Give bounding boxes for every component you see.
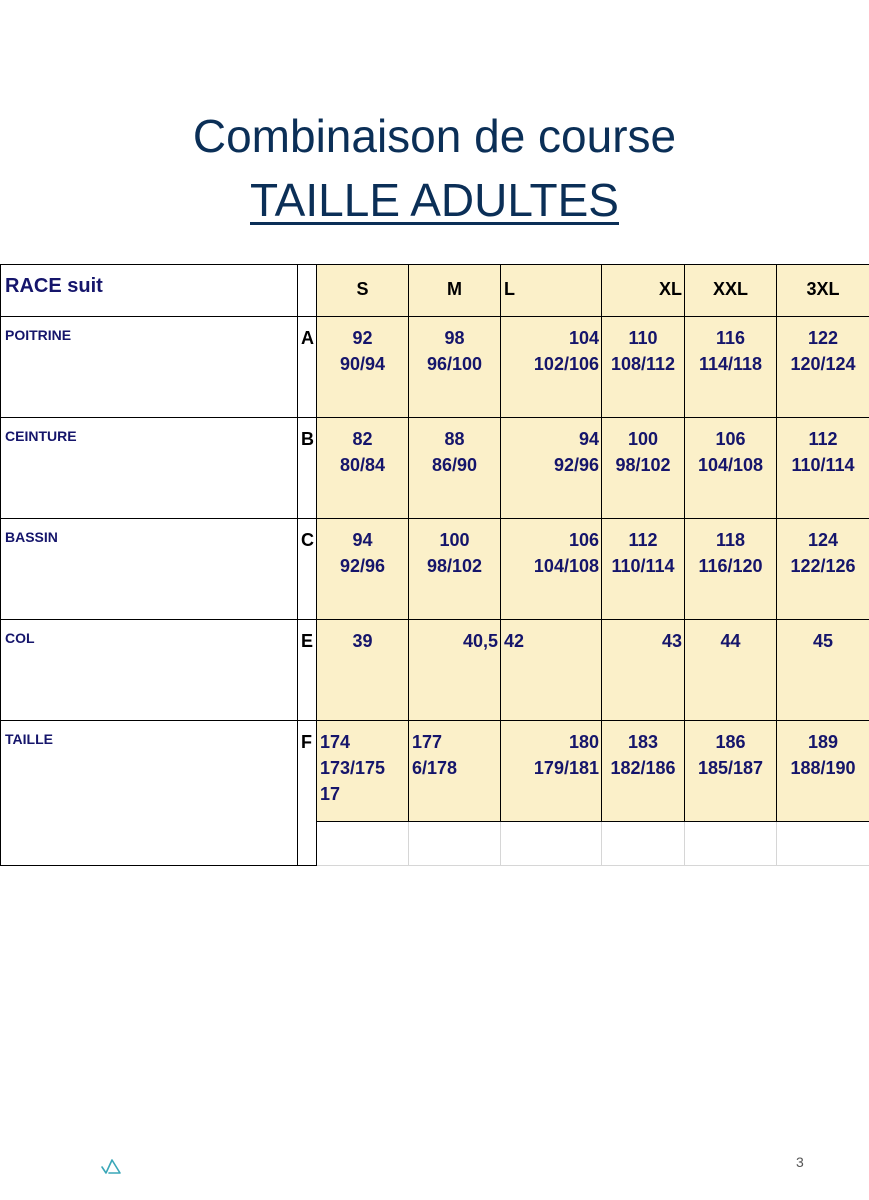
measure-letter: B <box>301 429 314 449</box>
size-value: 116 <box>715 328 746 348</box>
size-value: 98 <box>444 328 465 348</box>
row-label: COL <box>5 630 35 646</box>
size-value: 183 <box>627 732 659 752</box>
size-value-cell <box>685 317 776 377</box>
size-value-cell <box>501 317 601 377</box>
size-value: 42 <box>504 631 525 651</box>
size-value: 82 <box>352 429 373 449</box>
size-value: 188/190 <box>790 758 856 778</box>
size-value: 112 <box>808 429 838 449</box>
size-value: 92/96 <box>553 455 599 475</box>
measure-letter: E <box>301 631 314 651</box>
size-value-cell <box>777 620 869 654</box>
size-value: 80/84 <box>339 455 386 475</box>
size-value-cell <box>317 620 408 654</box>
size-value: 90/94 <box>339 354 386 374</box>
size-value: 114/118 <box>698 354 763 374</box>
size-value-cell <box>602 317 684 377</box>
size-value-cell <box>501 721 601 781</box>
size-value-cell <box>602 418 684 478</box>
size-value: 100 <box>439 530 470 550</box>
size-chart-table <box>0 264 869 866</box>
size-value: 6/178 <box>412 758 458 778</box>
size-value: 86/90 <box>431 455 478 475</box>
header-label: RACE suit <box>5 275 103 297</box>
size-value: 106 <box>715 429 746 449</box>
size-value: 179/181 <box>533 758 599 778</box>
size-value: 174 <box>320 732 351 752</box>
table-row <box>1 519 869 620</box>
size-header: L <box>504 279 515 299</box>
brand-logo-icon <box>100 1156 124 1176</box>
size-value: 92 <box>352 328 373 348</box>
row-label: TAILLE <box>5 731 53 747</box>
page-subtitle: TAILLE ADULTES <box>250 174 619 226</box>
size-value-cell <box>409 721 500 781</box>
size-value: 43 <box>661 631 682 651</box>
size-value: 94 <box>352 530 373 550</box>
table-row <box>1 418 869 519</box>
size-value-cell <box>777 519 869 579</box>
header-row <box>1 265 869 317</box>
size-value: 88 <box>444 429 465 449</box>
size-value: 180 <box>568 732 599 752</box>
size-value: 116/120 <box>698 556 763 576</box>
row-label: POITRINE <box>5 327 72 343</box>
size-value: 177 <box>412 732 443 752</box>
size-value-cell <box>409 620 500 654</box>
size-value: 98/102 <box>426 556 483 576</box>
size-value-cell <box>317 317 408 377</box>
size-value: 186 <box>715 732 746 752</box>
size-value: 185/187 <box>697 758 764 778</box>
measure-letter: A <box>301 328 314 348</box>
size-value: 106 <box>568 530 599 550</box>
size-value: 122 <box>807 328 839 348</box>
size-value: 122/126 <box>790 556 856 576</box>
page-title: Combinaison de course <box>192 110 677 162</box>
size-value-cell <box>685 721 776 781</box>
empty-row <box>1 822 869 866</box>
size-value: 100 <box>627 429 659 449</box>
size-value: 44 <box>720 631 741 651</box>
size-value: 96/100 <box>426 354 483 374</box>
size-value: 120/124 <box>790 354 856 374</box>
size-value-cell <box>602 620 684 654</box>
size-value: 102/106 <box>533 354 599 374</box>
size-header: XXL <box>712 279 748 299</box>
row-label: BASSIN <box>5 529 58 545</box>
size-value-cell <box>501 519 601 579</box>
size-value-cell <box>602 519 684 579</box>
size-value-cell <box>501 620 601 654</box>
size-value: 17 <box>320 784 341 804</box>
size-value: 98/102 <box>615 455 671 475</box>
size-value-cell <box>602 721 684 781</box>
size-value: 110 <box>628 328 658 348</box>
size-value: 108/112 <box>610 354 676 374</box>
size-value-cell <box>317 519 408 579</box>
size-value-cell <box>685 620 776 654</box>
size-value: 104 <box>568 328 599 348</box>
size-value-cell <box>777 418 869 478</box>
size-value: 104/108 <box>533 556 599 576</box>
size-value: 182/186 <box>610 758 676 778</box>
size-value-cell <box>317 418 408 478</box>
measure-letter: F <box>301 732 312 752</box>
size-value: 189 <box>807 732 839 752</box>
size-value: 40,5 <box>462 631 498 651</box>
size-value-cell <box>409 418 500 478</box>
table-row <box>1 620 869 721</box>
size-value: 104/108 <box>697 455 764 475</box>
size-value-cell <box>685 418 776 478</box>
size-value: 45 <box>812 631 834 651</box>
table-row <box>1 721 869 822</box>
size-value-cell <box>777 317 869 377</box>
size-header: S <box>356 279 369 299</box>
size-value: 110/114 <box>791 455 855 475</box>
size-value-cell <box>685 519 776 579</box>
size-value: 118 <box>715 530 746 550</box>
size-header: 3XL <box>806 279 840 299</box>
table-row <box>1 317 869 418</box>
size-value-cell <box>317 721 408 807</box>
size-value: 112 <box>628 530 658 550</box>
page-number: 3 <box>796 1154 804 1170</box>
size-value: 39 <box>352 631 373 651</box>
size-value: 124 <box>807 530 839 550</box>
size-value: 173/175 <box>320 758 386 778</box>
size-value-cell <box>501 418 601 478</box>
size-value: 94 <box>578 429 599 449</box>
row-label: CEINTURE <box>5 428 77 444</box>
size-value-cell <box>409 519 500 579</box>
size-value: 110/114 <box>611 556 675 576</box>
size-header: M <box>447 279 462 299</box>
size-value-cell <box>777 721 869 781</box>
size-value-cell <box>409 317 500 377</box>
size-value: 92/96 <box>339 556 386 576</box>
measure-letter: C <box>301 530 314 550</box>
size-header: XL <box>658 279 682 299</box>
